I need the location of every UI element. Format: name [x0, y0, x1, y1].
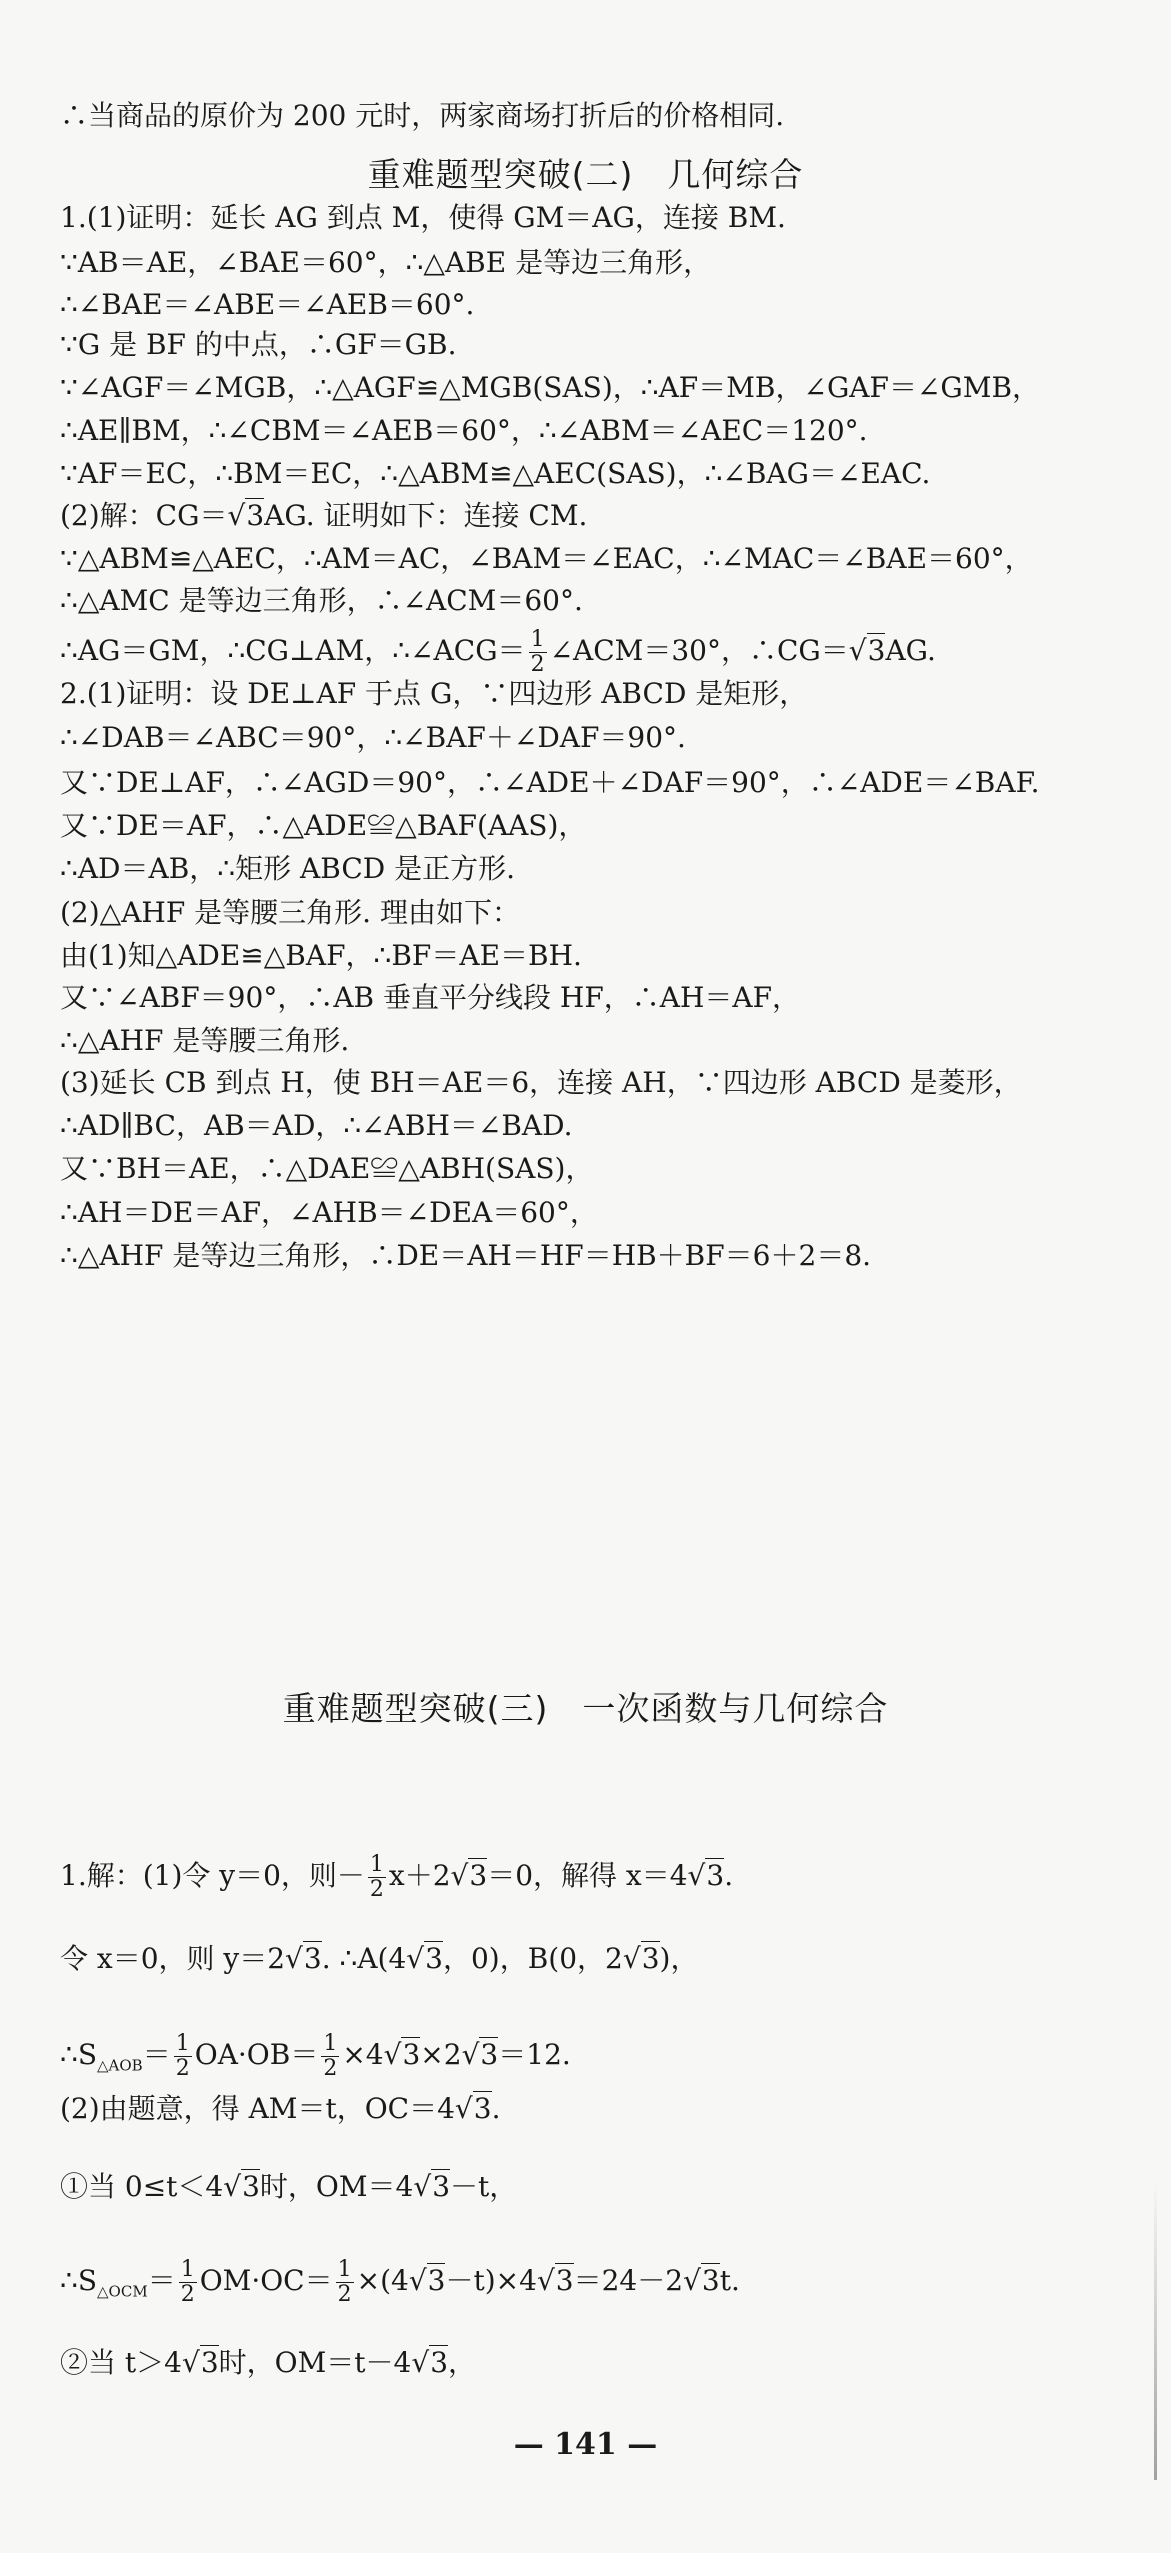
text-line: 又∵BH＝AE，∴△DAE≌△ABH(SAS)，: [60, 1152, 594, 1185]
section-heading-2: 重难题型突破(二) 几何综合: [367, 155, 804, 194]
text-line: 令 x＝0，则 y＝2√3. ∴A(4√3，0)，B(0，2√3)，: [60, 1942, 699, 1975]
text-line: $\therefore S_{\triangle AOB}=$ $\frac{1}{2}$ OA·OB＝ $\frac{1}{2}$ ×4√3×2√3＝12.: [60, 2031, 571, 2081]
fraction: $\frac{1}{2}$: [530, 627, 545, 677]
text-line: (2)解：CG＝√3AG. 证明如下：连接 CM.: [60, 499, 588, 532]
text-line: ∴AD＝AB，∴矩形 ABCD 是正方形.: [60, 852, 515, 885]
text-line: ∵∠AGF＝∠MGB，∴△AGF≌△MGB(SAS)，∴AF＝MB，∠GAF＝∠GMB，: [60, 371, 1041, 404]
text-line: 1.(1)证明：延长 AG 到点 M，使得 GM＝AG，连接 BM.: [60, 201, 786, 234]
section-heading-3: 重难题型突破(三) 一次函数与几何综合: [282, 1689, 889, 1728]
text-line: $\therefore S_{\triangle OCM}=$ $\frac{1}{2}$ OM·OC＝ $\frac{1}{2}$ ×(4√3－t)×4√3＝24－2√3t.: [60, 2257, 740, 2307]
text-line: ∵AF＝EC，∴BM＝EC，∴△ABM≌△AEC(SAS)，∴∠BAG＝∠EAC.: [60, 457, 931, 490]
text-line: ∴AD∥BC，AB＝AD，∴∠ABH＝∠BAD.: [60, 1109, 573, 1142]
text-line: (3)延长 CB 到点 H，使 BH＝AE＝6，连接 AH，∵四边形 ABCD 是菱形，: [60, 1066, 1022, 1099]
text-line: ∵AB＝AE，∠BAE＝60°，∴△ABE 是等边三角形，: [60, 246, 712, 279]
text-line: ∴AG＝GM，∴CG⊥AM，∴∠ACG＝ $\frac{1}{2}$ ∠ACM＝30°，∴CG＝√3AG.: [60, 627, 936, 677]
text-line: 又∵∠ABF＝90°，∴AB 垂直平分线段 HF，∴AH＝AF，: [60, 981, 801, 1014]
text-line: ∴当商品的原价为 200 元时，两家商场打折后的价格相同.: [60, 99, 785, 132]
text-line: ∴AH＝DE＝AF，∠AHB＝∠DEA＝60°，: [60, 1196, 598, 1229]
fraction: $\frac{1}{2}$: [369, 1852, 384, 1902]
fraction: $\frac{1}{2}$: [323, 2031, 338, 2081]
text-line: ∴∠BAE＝∠ABE＝∠AEB＝60°.: [60, 288, 475, 321]
text-line: ∴△AMC 是等边三角形，∴∠ACM＝60°.: [60, 584, 583, 617]
text-line: 又∵DE＝AF，∴△ADE≌△BAF(AAS)，: [60, 809, 587, 842]
text-line: ∵△ABM≌△AEC，∴AM＝AC，∠BAM＝∠EAC，∴∠MAC＝∠BAE＝60°，: [60, 542, 1033, 575]
text-line: ∴△AHF 是等边三角形，∴DE＝AH＝HF＝HB＋BF＝6＋2＝8.: [60, 1239, 872, 1272]
page-edge-shadow: [1154, 2180, 1157, 2480]
text-line: 由(1)知△ADE≌△BAF，∴BF＝AE＝BH.: [60, 939, 582, 972]
text-line: ∴△AHF 是等腰三角形.: [60, 1024, 350, 1057]
fraction: $\frac{1}{2}$: [180, 2257, 195, 2307]
text-line: ①当 0≤t＜4√3时，OM＝4√3－t，: [60, 2170, 518, 2203]
text-line: 又∵DE⊥AF，∴∠AGD＝90°，∴∠ADE＋∠DAF＝90°，∴∠ADE＝∠BAF.: [60, 766, 1040, 799]
text-line: ∴AE∥BM，∴∠CBM＝∠AEB＝60°，∴∠ABM＝∠AEC＝120°.: [60, 414, 868, 447]
text-line: 1.解：(1)令 y＝0，则－ $\frac{1}{2}$ x＋2√3＝0，解得 x＝4√3.: [60, 1852, 734, 1902]
text-line: 2.(1)证明：设 DE⊥AF 于点 G，∵四边形 ABCD 是矩形，: [60, 677, 808, 710]
text-line: ∵G 是 BF 的中点，∴GF＝GB.: [60, 328, 457, 361]
text-line: ∴∠DAB＝∠ABC＝90°，∴∠BAF＋∠DAF＝90°.: [60, 721, 686, 754]
fraction: $\frac{1}{2}$: [337, 2257, 352, 2307]
page-number: — 141 —: [513, 2427, 658, 2462]
fraction: $\frac{1}{2}$: [175, 2031, 190, 2081]
text-line: ②当 t＞4√3时，OM＝t－4√3，: [60, 2346, 477, 2379]
text-line: (2)由题意，得 AM＝t，OC＝4√3.: [60, 2092, 501, 2125]
text-line: (2)△AHF 是等腰三角形. 理由如下：: [60, 896, 520, 929]
